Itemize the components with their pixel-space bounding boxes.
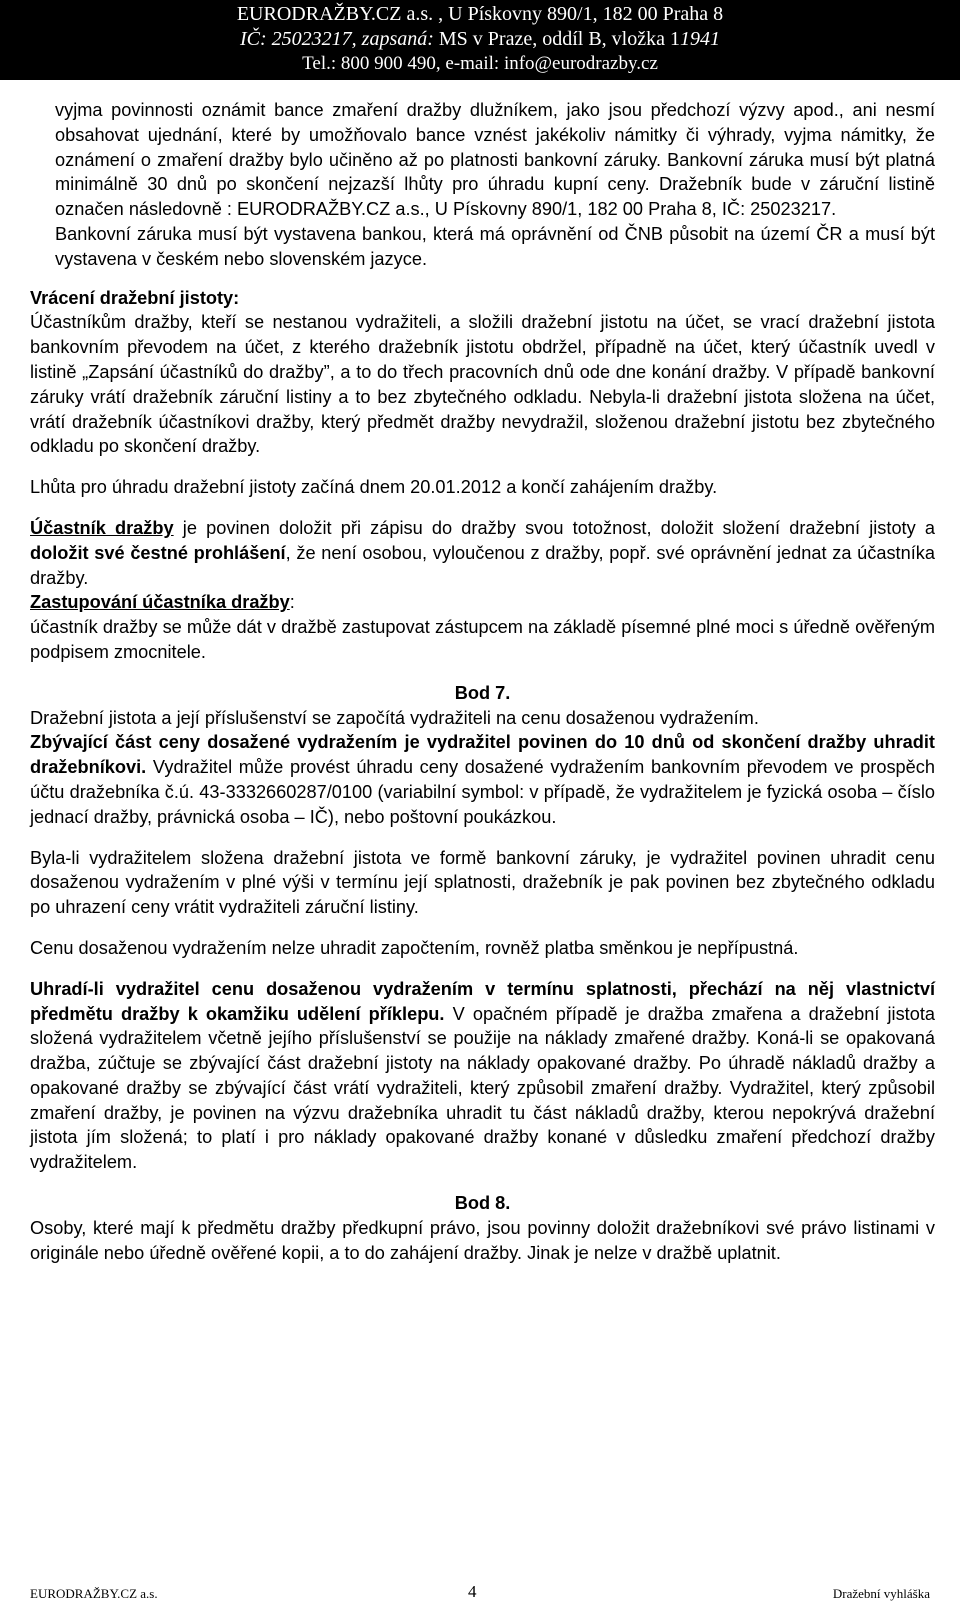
paragraph-bank-guarantee-payment: Byla-li vydražitelem složena dražební jistota ve formě bankovní záruky, je vydražitel povinen uhradit cenu dosaženou vydražením v plné výši v termínu její splatnosti, dražebník je pak povinen bez zbytečného odkladu po uhrazení ceny vrátit vydražiteli záruční listiny. <box>30 847 935 918</box>
heading-representation-text: Zastupování účastníka dražby <box>30 592 290 613</box>
letterhead-company-address: EURODRAŽBY.CZ a.s. , U Pískovny 890/1, 182 00 Praha 8 <box>236 3 724 25</box>
footer-document-title: Dražební vyhláška <box>832 1586 930 1601</box>
letterhead-banner <box>0 0 960 80</box>
paragraph-ownership-transfer: Uhradí-li vydražitel cenu dosaženou vydražením v termínu splatnosti, přechází na něj vlastnictví předmětu dražby k okamžiku udělení příklepu. V opačném případě je dražba zmařena a dražební jistota složená vydražitelem včetně jejího příslušenství se použije na náklady zmařené dražby. Koná-li se opakovaná dražba, zúčtuje se zbývající část dražební jistoty na náklady opakované dražby. Po úhradě nákladů dražby a opakované dražby se zbývající část vrátí vydražiteli, který způsobil zmaření dražby. Vydražitel, který způsobil zmaření dražby, je povinen na výzvu dražebníka uhradit tu část nákladů dražby, kterou nepokrývá dražební jistota jím složená; to platí i pro náklady opakované dražby konané v důsledku zmaření předchozí dražby vydražitelem. <box>30 978 936 1173</box>
document-body <box>30 98 935 1265</box>
page-number: 4 <box>468 1582 477 1601</box>
paragraph-preemption: Osoby, které mají k předmětu dražby předkupní právo, jsou povinny doložit dražebníkovi své právo listinami v originále nebo úředně ověřené kopii, a to do zahájení dražby. Jinak je nelze v dražbě uplatnit. <box>30 1217 935 1263</box>
page-footer <box>0 1574 960 1604</box>
section-heading-8: Bod 8. <box>454 1193 511 1214</box>
heading-deposit-return <box>30 286 935 311</box>
paragraph-no-offset: Cenu dosaženou vydražením nelze uhradit započtením, rovněž platba směnkou je nepřípustná. <box>30 937 799 958</box>
paragraph-deposit-return: Účastníkům dražby, kteří se nestanou vydražiteli, a složili dražební jistotu na účet, se vrací dražební jistota bankovním převodem na účet, z kterého dražebník jistotu obdržel, případně na účet, který účastník uvedl v listině „Zapsání účastníků do dražby”, a to do třech pracovních dnů ode dne konání dražby. V případě bankovní záruky vrátí dražebník záruční listiny a to bez zbytečného odkladu. Nebyla-li dražební jistota složena na účet, vrátí dražebník účastníkovi dražby, který předmět dražby nevydražil, složenou dražební jistotu bez zbytečného odkladu po skončení dražby. <box>30 312 935 457</box>
paragraph-deposit-period: Lhůta pro úhradu dražební jistoty začíná dnem 20.01.2012 a končí zahájením dražby. <box>30 477 718 498</box>
letterhead-registration <box>0 26 960 52</box>
paragraph-guarantee: vyjma povinnosti oznámit bance zmaření dražby dlužníkem, jako jsou předchozí výzvy apod., ani nesmí obsahovat ujednání, které by umožňovalo bance vznést jakékoliv námitky či výhrady, vyjma námitky, že oznámení o zmaření dražby bylo učiněno až po platnosti bankovní záruky. Bankovní záruka musí být platná minimálně 30 dnů po skončení nejzazší lhůty pro úhradu kupní ceny. Dražebník bude v záruční listině označen následovně : EURODRAŽBY.CZ a.s., U Pískovny 890/1, 182 00 Praha 8, IČ: 25023217. <box>55 100 935 220</box>
heading-representation: Zastupování účastníka dražby: <box>30 592 295 613</box>
section-heading-7: Bod 7. <box>454 682 511 703</box>
registration-number: 1941 <box>679 28 720 50</box>
registration-id: IČ: 25023217, zapsaná: <box>240 28 439 50</box>
paragraph-guarantee-bank: Bankovní záruka musí být vystavena bankou, která má oprávnění od ČNB působit na území ČR a musí být vystavena v českém nebo slovenském jazyce. <box>55 223 935 269</box>
payment-obligation: Zbývající část ceny dosažené vydražením je vydražitel povinen do 10 dnů od skončení dražby uhradit dražebníkovi. <box>30 732 935 778</box>
paragraph-deposit-credit: Dražební jistota a její příslušenství se započítá vydražiteli na cenu dosaženou vydražením. <box>30 707 759 728</box>
footer-company: EURODRAŽBY.CZ a.s. <box>30 1586 158 1601</box>
paragraph-representation: účastník dražby se může dát v dražbě zastupovat zástupcem na základě písemné plné moci s úředně ověřeným podpisem zmocnitele. <box>30 617 935 662</box>
declaration-term: doložit své čestné prohlášení <box>30 542 286 563</box>
participant-term: Účastník dražby <box>30 517 174 538</box>
ownership-transfer-bold: Uhradí-li vydražitel cenu dosaženou vydražením v termínu splatnosti, přechází na něj vlastnictví předmětu dražby k okamžiku udělení příklepu. <box>30 978 935 1024</box>
paragraph-payment: Zbývající část ceny dosažené vydražením je vydražitel povinen do 10 dnů od skončení dražby uhradit dražebníkovi. Vydražitel může provést úhradu ceny dosažené vydražením bankovním převodem ve prospěch účtu dražebníka č.ú. 43-3332660287/0100 (variabilní symbol: v případě, že vydražitelem je fyzická osoba – číslo jednací dražby, právnická osoba – IČ), nebo poštovní poukázkou. <box>30 732 935 827</box>
paragraph-participant: Účastník dražby je povinen doložit při zápisu do dražby svou totožnost, doložit složení dražební jistoty a doložit své čestné prohlášení, že není osobou, vyloučenou z dražby, popř. své oprávnění jednat za účastníka dražby. <box>30 517 935 588</box>
heading-deposit-return-text: Vrácení dražební jistoty: <box>30 287 240 308</box>
registration-court: MS v Praze, oddíl B, vložka 1 <box>438 28 680 50</box>
letterhead-contact: Tel.: 800 900 490, e-mail: info@eurodrazby.cz <box>302 53 658 74</box>
